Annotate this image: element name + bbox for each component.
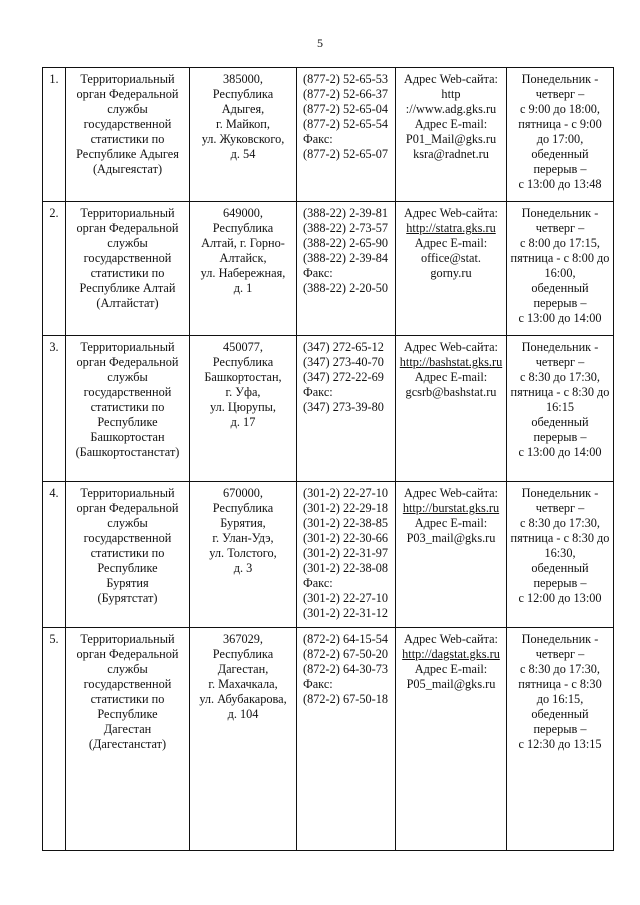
hours-line: перерыв –	[533, 296, 587, 310]
table-row	[43, 68, 614, 202]
name-line: государственной	[83, 117, 172, 131]
hours-line: четверг –	[535, 501, 585, 515]
hours-line: до 16:15,	[536, 692, 584, 706]
web-line: Адрес E-mail:	[414, 516, 488, 530]
phones-cell	[297, 628, 396, 851]
hours-line: пятница - с 9:00	[518, 117, 602, 131]
phones-line: (877-2) 52-65-53	[303, 72, 389, 86]
hours-line: с 8:30 до 17:30,	[519, 370, 601, 384]
phones-line: (877-2) 52-66-37	[303, 87, 389, 101]
hours-line: перерыв –	[533, 162, 587, 176]
office-name-cell	[66, 482, 190, 628]
hours-line: с 13:00 до 14:00	[518, 445, 602, 459]
phones-line: (388-22) 2-20-50	[303, 281, 389, 295]
hours-line: обеденный	[531, 707, 589, 721]
web-line: office@stat.	[421, 251, 481, 265]
page-number: 5	[317, 36, 323, 50]
address-line: 649000,	[223, 206, 263, 220]
hours-line: перерыв –	[533, 576, 587, 590]
hours-line: четверг –	[535, 647, 585, 661]
hours-line: с 9:00 до 18:00,	[519, 102, 601, 116]
table-row	[43, 202, 614, 336]
address-line: ул. Набережная,	[200, 266, 286, 280]
name-line: Башкортостан	[90, 430, 165, 444]
web-line: Адрес E-mail:	[414, 236, 488, 250]
phones-line: (877-2) 52-65-54	[303, 117, 389, 131]
address-line: Адыгея,	[221, 102, 265, 116]
name-line: Бурятия	[106, 576, 149, 590]
hours-line: обеденный	[531, 415, 589, 429]
offices-table	[42, 67, 614, 851]
name-line: статистики по	[90, 692, 165, 706]
web-line: Адрес Web-сайта:	[404, 486, 498, 500]
name-line: орган Федеральной	[76, 647, 179, 661]
phones-line: (347) 273-39-80	[303, 400, 384, 414]
website-link[interactable]: http://dagstat.gks.ru	[402, 647, 500, 661]
office-name-cell	[66, 628, 190, 851]
address-line: г. Уфа,	[225, 385, 261, 399]
phones-line: (388-22) 2-65-90	[303, 236, 389, 250]
phones-line: (872-2) 67-50-20	[303, 647, 389, 661]
address-line: д. 104	[227, 707, 259, 721]
address-cell	[190, 68, 297, 202]
address-line: Республика	[212, 355, 274, 369]
office-name-cell	[66, 202, 190, 336]
phones-line: (877-2) 52-65-04	[303, 102, 389, 116]
address-line: 450077,	[223, 340, 263, 354]
table-row	[43, 482, 614, 628]
name-line: Республике Адыгея	[76, 147, 179, 161]
phones-line: (301-2) 22-31-12	[303, 606, 389, 620]
row-number: 3.	[43, 336, 66, 482]
hours-line: с 13:00 до 13:48	[518, 177, 602, 191]
hours-line: Понедельник -	[521, 206, 599, 220]
table-row	[43, 628, 614, 851]
name-line: (Башкортостанстат)	[75, 445, 180, 459]
name-line: (Адыгеястат)	[92, 162, 163, 176]
address-cell	[190, 628, 297, 851]
name-line: Территориальный	[80, 206, 175, 220]
hours-line: до 17:00,	[536, 132, 584, 146]
address-line: 385000,	[223, 72, 263, 86]
phones-line: (301-2) 22-30-66	[303, 531, 389, 545]
hours-line: 16:15	[545, 400, 574, 414]
address-line: Республика	[212, 87, 274, 101]
name-line: службы	[107, 662, 148, 676]
address-line: д. 3	[233, 561, 253, 575]
row-number: 5.	[43, 628, 66, 851]
address-line: Алтай, г. Горно-	[201, 236, 285, 250]
name-line: Дагестан	[103, 722, 152, 736]
hours-line: с 8:30 до 17:30,	[519, 516, 601, 530]
phones-line: (347) 272-22-69	[303, 370, 384, 384]
hours-line: с 12:00 до 13:00	[518, 591, 602, 605]
web-line: http	[441, 87, 461, 101]
web-line: P01_Mail@gks.ru	[405, 132, 497, 146]
working-hours-cell	[507, 202, 614, 336]
name-line: Республике	[97, 561, 158, 575]
phones-line: (877-2) 52-65-07	[303, 147, 389, 161]
hours-line: пятница - с 8:30 до	[510, 531, 610, 545]
address-line: Дагестан,	[217, 662, 269, 676]
phones-line: (872-2) 64-30-73	[303, 662, 389, 676]
name-line: статистики по	[90, 132, 165, 146]
name-line: статистики по	[90, 546, 165, 560]
address-line: 670000,	[223, 486, 263, 500]
address-line: Республика	[212, 647, 274, 661]
web-line: P03_mail@gks.ru	[406, 531, 496, 545]
hours-line: Понедельник -	[521, 340, 599, 354]
name-line: Территориальный	[80, 486, 175, 500]
working-hours-cell	[507, 68, 614, 202]
name-line: статистики по	[90, 400, 165, 414]
working-hours-cell	[507, 628, 614, 851]
web-contacts-cell	[396, 628, 507, 851]
address-line: д. 1	[233, 281, 253, 295]
web-contacts-cell	[396, 68, 507, 202]
phones-line: (872-2) 64-15-54	[303, 632, 389, 646]
row-number: 1.	[43, 68, 66, 202]
name-line: орган Федеральной	[76, 87, 179, 101]
name-line: (Бурятстат)	[97, 591, 158, 605]
name-line: орган Федеральной	[76, 355, 179, 369]
phones-line: (388-22) 2-39-81	[303, 206, 389, 220]
phones-line: Факс:	[303, 576, 333, 590]
hours-line: с 13:00 до 14:00	[518, 311, 602, 325]
phones-line: (388-22) 2-73-57	[303, 221, 389, 235]
hours-line: 16:00,	[544, 266, 576, 280]
name-line: Территориальный	[80, 72, 175, 86]
working-hours-cell	[507, 482, 614, 628]
table-row	[43, 336, 614, 482]
phones-line: (301-2) 22-38-85	[303, 516, 389, 530]
name-line: государственной	[83, 251, 172, 265]
phones-line: (301-2) 22-29-18	[303, 501, 389, 515]
website-link[interactable]: http://bashstat.gks.ru	[399, 355, 503, 369]
address-line: 367029,	[223, 632, 263, 646]
row-number: 2.	[43, 202, 66, 336]
name-line: Республике	[97, 707, 158, 721]
address-line: Бурятия,	[220, 516, 266, 530]
hours-line: перерыв –	[533, 430, 587, 444]
name-line: службы	[107, 102, 148, 116]
phones-line: Факс:	[303, 677, 333, 691]
hours-line: 16:30,	[544, 546, 576, 560]
address-line: д. 54	[230, 147, 256, 161]
hours-line: пятница - с 8:30	[518, 677, 602, 691]
office-name-cell	[66, 68, 190, 202]
phones-line: (301-2) 22-27-10	[303, 486, 389, 500]
address-line: д. 17	[230, 415, 256, 429]
website-link[interactable]: http://statra.gks.ru	[406, 221, 496, 235]
hours-line: обеденный	[531, 281, 589, 295]
address-cell	[190, 336, 297, 482]
web-line: Адрес E-mail:	[414, 117, 488, 131]
web-line: Адрес Web-сайта:	[404, 632, 498, 646]
name-line: службы	[107, 236, 148, 250]
address-line: г. Майкоп,	[216, 117, 270, 131]
hours-line: с 8:30 до 17:30,	[519, 662, 601, 676]
phones-line: Факс:	[303, 132, 333, 146]
phones-cell	[297, 68, 396, 202]
phones-line: (301-2) 22-27-10	[303, 591, 389, 605]
phones-line: (872-2) 67-50-18	[303, 692, 389, 706]
phones-line: (347) 273-40-70	[303, 355, 384, 369]
hours-line: с 12:30 до 13:15	[518, 737, 602, 751]
hours-line: с 8:00 до 17:15,	[519, 236, 601, 250]
name-line: Территориальный	[80, 632, 175, 646]
address-line: Алтайск,	[219, 251, 267, 265]
address-cell	[190, 202, 297, 336]
address-line: ул. Цюрупы,	[209, 400, 276, 414]
name-line: Республике Алтай	[79, 281, 176, 295]
web-contacts-cell	[396, 202, 507, 336]
name-line: государственной	[83, 531, 172, 545]
address-line: Республика	[212, 221, 274, 235]
hours-line: обеденный	[531, 147, 589, 161]
phones-line: (301-2) 22-38-08	[303, 561, 389, 575]
working-hours-cell	[507, 336, 614, 482]
name-line: орган Федеральной	[76, 501, 179, 515]
hours-line: Понедельник -	[521, 632, 599, 646]
office-name-cell	[66, 336, 190, 482]
web-line: P05_mail@gks.ru	[406, 677, 496, 691]
name-line: государственной	[83, 385, 172, 399]
hours-line: пятница - с 8:00 до	[510, 251, 610, 265]
hours-line: четверг –	[535, 221, 585, 235]
address-line: ул. Толстого,	[209, 546, 277, 560]
hours-line: Понедельник -	[521, 72, 599, 86]
name-line: службы	[107, 516, 148, 530]
web-line: Адрес E-mail:	[414, 370, 488, 384]
hours-line: Понедельник -	[521, 486, 599, 500]
web-line: gcsrb@bashstat.ru	[405, 385, 497, 399]
phones-cell	[297, 336, 396, 482]
name-line: Республике	[97, 415, 158, 429]
hours-line: пятница - с 8:30 до	[510, 385, 610, 399]
phones-cell	[297, 202, 396, 336]
web-contacts-cell	[396, 336, 507, 482]
phones-line: (388-22) 2-39-84	[303, 251, 389, 265]
hours-line: обеденный	[531, 561, 589, 575]
name-line: Территориальный	[80, 340, 175, 354]
address-cell	[190, 482, 297, 628]
phones-line: (301-2) 22-31-97	[303, 546, 389, 560]
address-line: г. Махачкала,	[208, 677, 278, 691]
phones-line: (347) 272-65-12	[303, 340, 384, 354]
phones-line: Факс:	[303, 385, 333, 399]
name-line: (Алтайстат)	[96, 296, 159, 310]
address-line: ул. Абубакарова,	[199, 692, 287, 706]
hours-line: четверг –	[535, 355, 585, 369]
name-line: государственной	[83, 677, 172, 691]
web-line: Адрес E-mail:	[414, 662, 488, 676]
hours-line: перерыв –	[533, 722, 587, 736]
address-line: ул. Жуковского,	[201, 132, 285, 146]
web-line: Адрес Web-сайта:	[404, 72, 498, 86]
address-line: Башкортостан,	[204, 370, 282, 384]
name-line: статистики по	[90, 266, 165, 280]
phones-cell	[297, 482, 396, 628]
web-line: Адрес Web-сайта:	[404, 206, 498, 220]
name-line: (Дагестанстат)	[88, 737, 167, 751]
row-number: 4.	[43, 482, 66, 628]
web-line: ksra@radnet.ru	[413, 147, 489, 161]
web-line: gorny.ru	[430, 266, 472, 280]
web-line: ://www.adg.gks.ru	[405, 102, 497, 116]
name-line: службы	[107, 370, 148, 384]
hours-line: четверг –	[535, 87, 585, 101]
web-line: Адрес Web-сайта:	[404, 340, 498, 354]
address-line: г. Улан-Удэ,	[212, 531, 274, 545]
website-link[interactable]: http://burstat.gks.ru	[402, 501, 500, 515]
address-line: Республика	[212, 501, 274, 515]
web-contacts-cell	[396, 482, 507, 628]
name-line: орган Федеральной	[76, 221, 179, 235]
phones-line: Факс:	[303, 266, 333, 280]
